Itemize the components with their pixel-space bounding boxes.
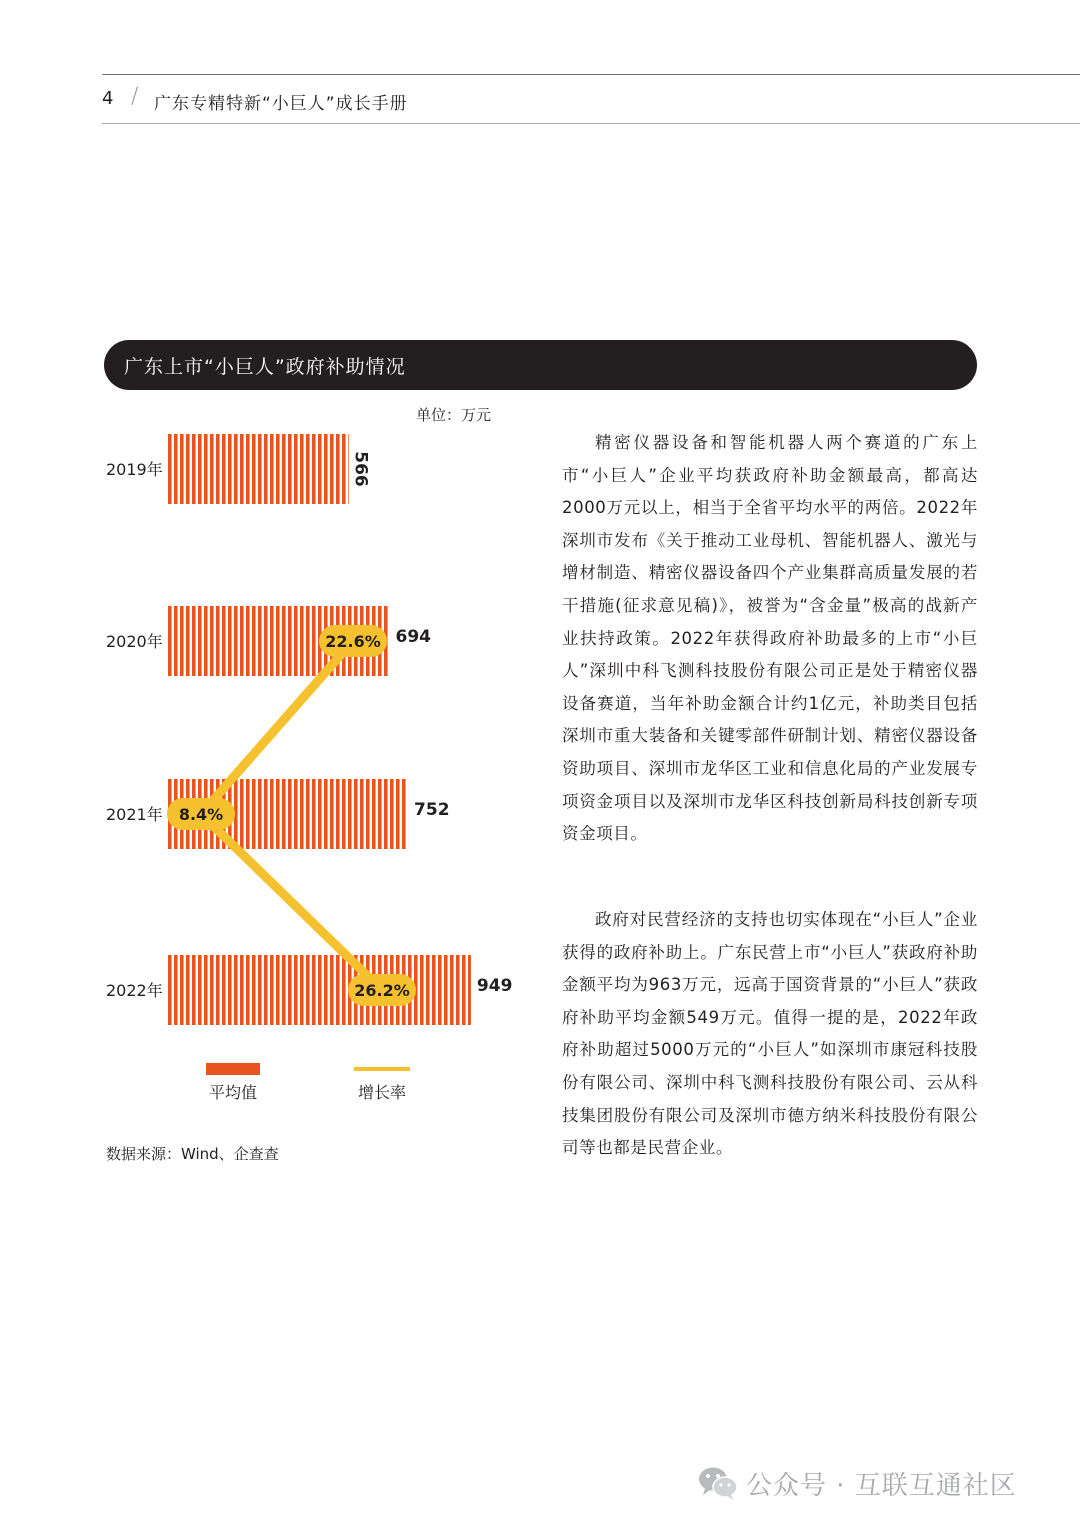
value-label-4: 949 [476, 976, 513, 996]
wechat-icon [698, 1465, 738, 1501]
category-label-2: 2020年 [106, 632, 163, 651]
growth-rate-label-4: 26.2% [354, 981, 410, 1000]
growth-rate-label-2: 22.6% [325, 632, 381, 651]
bar-1 [168, 434, 349, 504]
category-label-3: 2021年 [106, 805, 163, 824]
chart-source-note: 数据来源：Wind、企查查 [106, 1145, 279, 1163]
watermark [698, 1463, 1017, 1503]
subsidy-chart [0, 0, 560, 1200]
book-title: 广东专精特新“小巨人”成长手册 [154, 94, 408, 114]
category-label-4: 2022年 [106, 981, 163, 1000]
body-paragraph-2: 政府对民营经济的支持也切实体现在“小巨人”企业获得的政府补助上。广东民营上市“小巨人”获政府补助金额平均为963万元，远高于国资背景的“小巨人”获政府补助平均金额549万元。值得一提的是，2022年政府补助超过5000万元的“小巨人”如深圳市康冠科技股份有限公司、深圳中科飞测科技股份有限公司、云从科技集团股份有限公司及深圳市德方纳米科技股份有限公司等也都是民营企业。 [562, 910, 978, 1158]
legend-label-growth: 增长率 [357, 1083, 407, 1102]
legend-swatch-average [206, 1063, 260, 1075]
legend-label-average: 平均值 [208, 1083, 258, 1102]
legend-swatch-growth [354, 1067, 410, 1071]
value-label-1: 566 [350, 451, 371, 487]
chart-unit-label: 单位：万元 [416, 406, 492, 424]
value-label-3: 752 [414, 800, 450, 820]
body-paragraph-1: 精密仪器设备和智能机器人两个赛道的广东上市“小巨人”企业平均获政府补助金额最高，都高达2000万元以上，相当于全省平均水平的两倍。2022年深圳市发布《关于推动工业母机、智能机器人、激光与增材制造、精密仪器设备四个产业集群高质量发展的若干措施(征求意见稿)》，被誉为“含金量”极高的战新产业扶持政策。2022年获得政府补助最多的上市“小巨人”深圳中科飞测科技股份有限公司正是处于精密仪器设备赛道，当年补助金额合计约1亿元，补助类目包括深圳市重大装备和关键零部件研制计划、精密仪器设备资助项目、深圳市龙华区工业和信息化局的产业发展专项资金项目以及深圳市龙华区科技创新局科技创新专项资金项目。 [562, 433, 978, 844]
page-number: 4 [102, 88, 114, 109]
header-divider-slash: / [131, 84, 139, 109]
section-title: 广东上市“小巨人”政府补助情况 [124, 356, 406, 378]
growth-rate-label-3: 8.4% [178, 805, 224, 824]
value-label-2: 694 [395, 627, 432, 647]
watermark-text: 公众号 · 互联互通社区 [746, 1470, 1017, 1501]
category-label-1: 2019年 [106, 460, 163, 479]
bar-4 [168, 955, 471, 1025]
